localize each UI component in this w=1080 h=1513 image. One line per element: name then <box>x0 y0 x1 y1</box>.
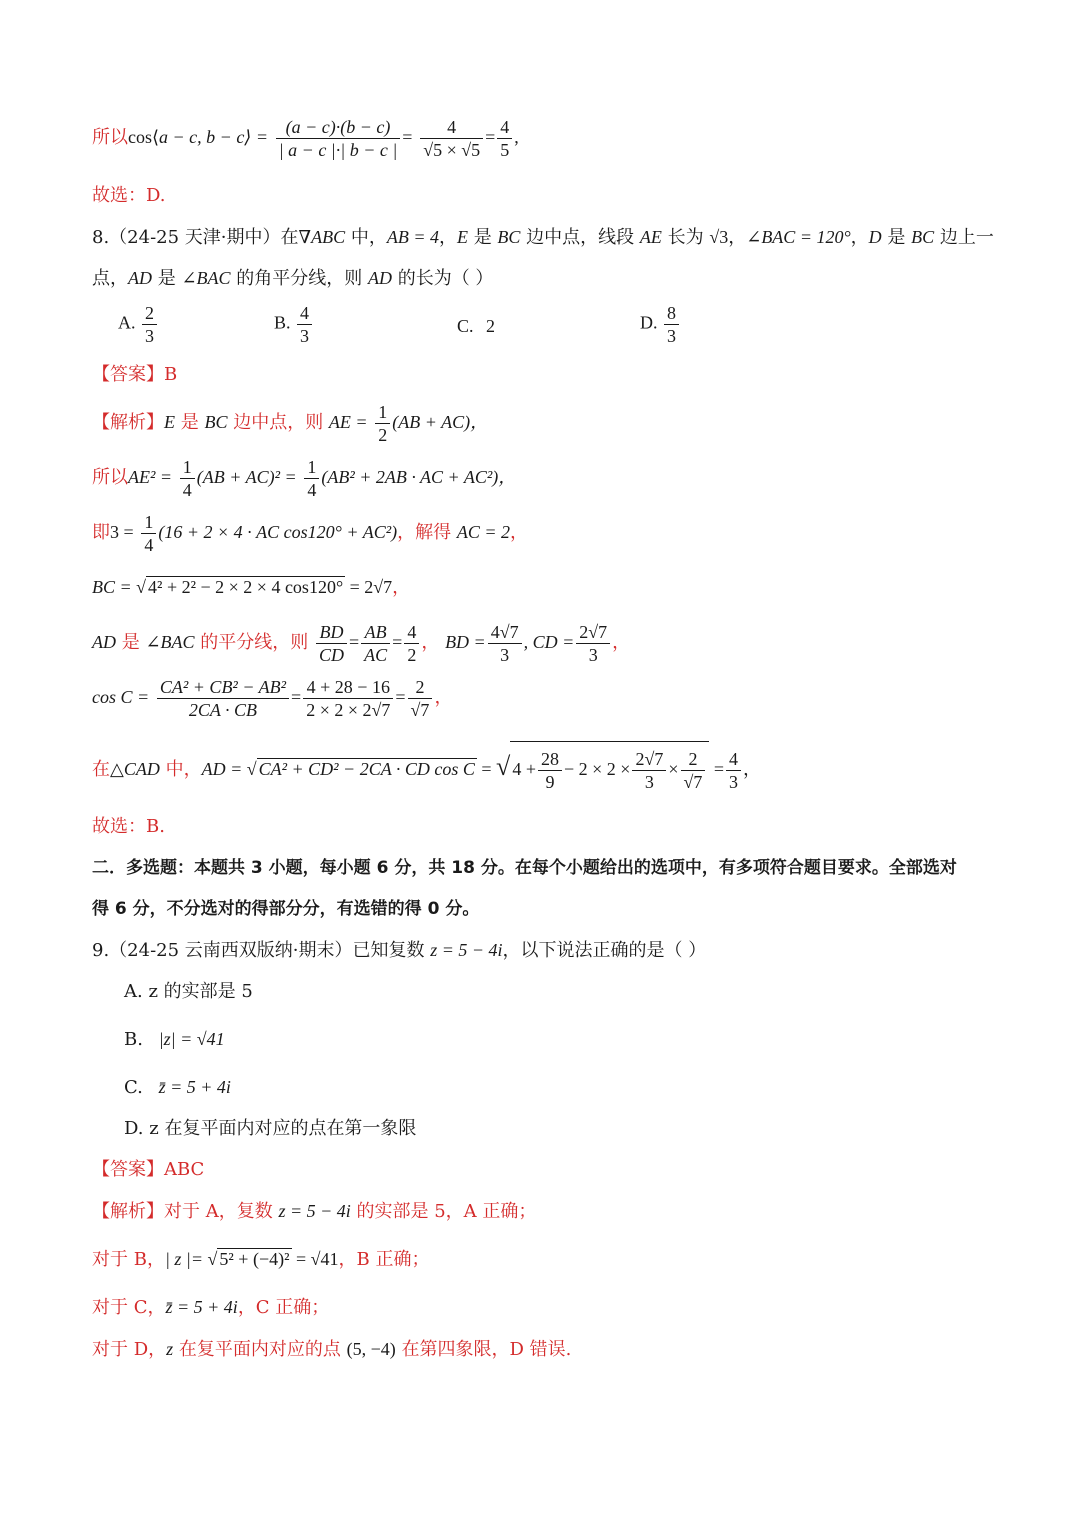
math: AD = <box>201 759 247 779</box>
math: AD <box>128 268 152 288</box>
q8-solution-cad-line: 在△CAD 中，AD = √ CA² + CD² − 2CA · CD cos C = √ 4 + $\frac{28}{9}$ − 2 × 2 × $\frac{2√7}{3}$ × $\frac{2}{√7}$ = $\frac{4}{3}$ ， <box>92 740 1010 794</box>
text: 在第四象限，D 错误. <box>395 1339 572 1360</box>
numerator: 1 <box>141 511 156 534</box>
text: ，C 正确； <box>237 1297 330 1318</box>
denominator: 3 <box>729 771 739 792</box>
math: = <box>395 687 406 707</box>
math: , <box>514 127 519 147</box>
numerator: (a − c)·(b − c) <box>276 116 401 139</box>
text: 中， <box>159 759 202 780</box>
math: AD <box>367 268 392 288</box>
denominator: | a − c |·| b − c | <box>278 139 398 160</box>
denominator: 2 <box>378 424 388 445</box>
numerator: 2 <box>142 302 157 325</box>
text: ， <box>392 577 411 598</box>
q9-stem <box>92 937 1010 964</box>
q8-solution-cosc-line <box>92 672 1010 722</box>
text: 是 <box>116 632 146 653</box>
denominator: 5 <box>500 139 510 160</box>
radicand: 4² + 2² − 2 × 2 × 4 cos120° <box>148 577 344 597</box>
text: ， <box>850 227 869 248</box>
math: = <box>392 632 403 652</box>
option-value: 2 <box>486 316 496 336</box>
math: ∇ABC <box>298 227 346 247</box>
text: 的角平分线，则 <box>230 268 368 289</box>
math: BC = <box>92 577 137 597</box>
math: cos⟨ <box>128 127 160 147</box>
denominator: 3 <box>667 326 676 346</box>
denominator: 2 <box>407 644 417 665</box>
fraction <box>632 748 666 793</box>
math: − 2 × 2 × <box>563 759 631 779</box>
denominator: 4 <box>144 534 154 555</box>
sqrt <box>217 1246 291 1272</box>
math: 4 + <box>512 759 536 779</box>
text: 对于 D， <box>92 1339 167 1360</box>
text: 对于 C， <box>92 1297 166 1318</box>
option-label: C. <box>124 1077 143 1098</box>
numerator: 2 <box>408 676 433 699</box>
option-label: B. <box>124 1029 143 1050</box>
math: = <box>349 632 360 652</box>
math: 3 = <box>110 522 134 542</box>
radicand: 5² + (−4)² <box>219 1249 290 1269</box>
text: ，以下说法正确的是（ ） <box>502 940 707 961</box>
text: 是 <box>467 227 498 248</box>
text: ， <box>421 632 440 653</box>
text: 【解析】 <box>92 412 164 433</box>
denominator: 3 <box>500 644 510 665</box>
fraction <box>142 302 157 347</box>
section-2-heading-line-1: 二．多选题：本题共 3 小题，每小题 6 分，共 18 分。在每个小题给出的选项中，有多项符合题目要求。全部选对 <box>92 858 957 878</box>
math: (AB + AC)² = <box>196 467 297 487</box>
denominator: AC <box>364 644 388 665</box>
radicand: CA² + CD² − 2CA · CD cos C <box>258 759 475 779</box>
math: (AB² + 2AB · AC + AC²)， <box>321 467 517 487</box>
math: = √41 <box>291 1249 339 1269</box>
q8-option-c <box>457 313 495 339</box>
sqrt <box>257 742 477 796</box>
math: AD <box>92 632 116 652</box>
math: z <box>166 1339 174 1359</box>
fraction <box>375 401 390 446</box>
text: 的实部是 5，A 正确； <box>350 1201 537 1222</box>
q8-answer: 【答案】B <box>92 364 178 385</box>
math: ∠BAC = 120° <box>746 227 851 247</box>
fraction <box>141 511 156 556</box>
q8-solution-line-3 <box>92 507 1010 557</box>
math: = <box>709 759 725 779</box>
fraction <box>404 621 419 666</box>
fraction <box>304 456 319 501</box>
text: ， <box>438 227 457 248</box>
text: 的长为（ ） <box>391 268 494 289</box>
denominator: √7 <box>410 699 430 720</box>
denominator: 3 <box>644 772 654 793</box>
math: AE = <box>328 412 368 432</box>
math: = 2√7 <box>345 577 393 597</box>
math: z = 5 − 4i <box>430 940 503 960</box>
fraction <box>316 621 347 666</box>
fraction <box>180 456 195 501</box>
text: 点， <box>92 268 128 289</box>
text: 对于 B， <box>92 1249 165 1270</box>
text: 所以 <box>92 467 128 488</box>
math: , CD = <box>523 632 575 652</box>
math: (AB + AC)， <box>392 412 489 432</box>
text: ， <box>612 632 631 653</box>
math: AE² = <box>128 467 173 487</box>
q9-answer: 【答案】ABC <box>92 1159 205 1180</box>
math: (5, −4) <box>346 1339 396 1359</box>
fraction <box>681 748 706 793</box>
option-label: A. <box>118 312 136 333</box>
numerator: 1 <box>304 456 319 479</box>
q9-solution-d <box>92 1336 1010 1363</box>
numerator: 1 <box>375 401 390 424</box>
fraction <box>726 748 741 793</box>
fraction <box>303 676 393 721</box>
numerator: AB <box>361 621 390 644</box>
text: 在 <box>92 759 110 780</box>
math: (16 + 2 × 4 · AC cos120° + AC²) <box>158 522 398 542</box>
answer-select-b: 故选：B. <box>92 816 165 837</box>
fraction <box>538 748 562 793</box>
numerator: BD <box>316 621 347 644</box>
q9-option-a: A. z 的实部是 5 <box>124 981 253 1002</box>
sqrt <box>510 741 709 796</box>
numerator: 2√7 <box>576 621 610 644</box>
fraction <box>576 621 610 666</box>
math: ， <box>743 759 762 779</box>
math: ∠BAC <box>145 632 195 652</box>
q8-line-2 <box>92 265 1010 292</box>
fraction <box>497 116 512 161</box>
math: = <box>402 127 413 147</box>
fraction <box>361 621 390 666</box>
radicand <box>510 741 709 796</box>
q8-line-1 <box>92 224 1010 251</box>
math: BC <box>204 412 228 432</box>
math: |z| = √41 <box>158 1029 225 1049</box>
numerator: 28 <box>538 748 562 771</box>
math: E <box>456 227 468 247</box>
text: 边上一 <box>934 227 994 248</box>
text: 长为 <box>661 227 710 248</box>
numerator: 8 <box>664 302 679 325</box>
q8-option-d <box>640 302 681 347</box>
math: BD = <box>445 632 486 652</box>
q9-solution-c <box>92 1294 1010 1321</box>
fraction <box>297 302 312 347</box>
math: cos C = <box>92 687 150 707</box>
q8-solution-line-2 <box>92 452 1010 502</box>
option-label: D. <box>640 312 658 333</box>
text: 8.（24-25 天津·期中）在 <box>92 227 299 248</box>
text: 所以 <box>92 127 128 148</box>
denominator: √7 <box>683 772 703 793</box>
text: 是 <box>881 227 912 248</box>
math: z̄ = 5 + 4i <box>165 1297 238 1317</box>
text: 边中点，则 <box>227 412 329 433</box>
math: a − c, b − c⟩ = <box>159 127 268 147</box>
math: BC <box>497 227 521 247</box>
math: D <box>868 227 882 247</box>
denominator: 9 <box>545 772 555 793</box>
q8-option-a <box>118 302 159 347</box>
q9-option-b <box>124 1026 1010 1053</box>
denominator: 2 × 2 × 2√7 <box>306 699 391 720</box>
numerator: 1 <box>180 456 195 479</box>
section-2-heading-line-2: 得 6 分，不分选对的得部分分，有选错的得 0 分。 <box>92 899 480 919</box>
numerator: 4 <box>404 621 419 644</box>
math: | z |= <box>164 1249 208 1269</box>
text: ，解得 <box>397 522 457 543</box>
text: 在复平面内对应的点 <box>173 1339 347 1360</box>
math: × <box>668 759 679 779</box>
denominator: 3 <box>145 326 154 346</box>
numerator: 4 <box>726 748 741 771</box>
math: AC = 2 <box>456 522 510 542</box>
text: 是 <box>175 412 205 433</box>
denominator: CD <box>318 644 344 665</box>
fraction <box>157 676 289 721</box>
q9-option-d: D. z 在复平面内对应的点在第一象限 <box>124 1118 417 1139</box>
numerator: 4 <box>420 116 483 139</box>
denominator: 3 <box>588 644 598 665</box>
cos-formula-line: 所以cos⟨a − c, b − c⟩ = $\frac{(a - c)\cdot(b - c)}{| a - c |\cdot| b - c |}$ = $\frac{4}{√5 \times √5}$ = $\frac{4}{5}$ , <box>92 116 519 160</box>
q9-solution-a <box>92 1198 1010 1225</box>
numerator: 2 <box>681 748 706 771</box>
numerator: 2√7 <box>632 748 666 771</box>
text: 即 <box>92 522 110 543</box>
fraction <box>408 676 433 721</box>
denominator: 2CA · CB <box>188 699 258 720</box>
fraction <box>276 116 401 161</box>
q8-solution-bisector-line <box>92 617 1010 667</box>
q9-solution-b: 对于 B，| z |= √ 5² + (−4)² = √41，B 正确； <box>92 1246 1010 1273</box>
sqrt <box>146 574 345 600</box>
text: 的平分线，则 <box>194 632 314 653</box>
math: △CAD <box>110 759 160 779</box>
numerator: 4 <box>497 116 512 139</box>
text: 【解析】对于 A，复数 <box>92 1201 279 1222</box>
text: ， <box>509 522 528 543</box>
math: BC <box>911 227 935 247</box>
fraction <box>488 621 522 666</box>
numerator: CA² + CB² − AB² <box>157 676 289 699</box>
math: ∠BAC <box>181 268 231 288</box>
denominator: 4 <box>307 479 317 500</box>
text: 是 <box>152 268 182 289</box>
option-label: B. <box>274 312 291 333</box>
fraction <box>420 116 483 161</box>
denominator: √5 × √5 <box>423 139 481 160</box>
answer-select-d: 故选：D. <box>92 185 166 206</box>
numerator: 4 + 28 − 16 <box>303 676 393 699</box>
denominator: 3 <box>300 326 310 346</box>
numerator: 4√7 <box>488 621 522 644</box>
math: AB = 4 <box>386 227 439 247</box>
text: ， <box>434 687 453 708</box>
fraction <box>664 302 679 347</box>
math: = <box>476 759 497 779</box>
q9-option-c <box>124 1074 1010 1101</box>
option-label: C. <box>457 316 474 336</box>
math: = <box>291 687 302 707</box>
numerator: 4 <box>297 302 312 325</box>
denominator: 4 <box>182 479 192 500</box>
math: z̄ = 5 + 4i <box>158 1077 231 1097</box>
math: √3 <box>709 227 729 247</box>
q8-option-b <box>274 302 314 347</box>
text: ， <box>728 227 747 248</box>
q8-solution-line-1 <box>92 397 1010 447</box>
math: z = 5 − 4i <box>278 1201 351 1221</box>
math: E <box>164 412 175 432</box>
q8-solution-bc-line: BC = √ 4² + 2² − 2 × 2 × 4 cos120° = 2√7， <box>92 574 1010 601</box>
text: 中， <box>345 227 387 248</box>
math: AE <box>639 227 662 247</box>
text: 9.（24-25 云南西双版纳·期末）已知复数 <box>92 940 431 961</box>
text: ，B 正确； <box>338 1249 430 1270</box>
text: 边中点，线段 <box>520 227 640 248</box>
